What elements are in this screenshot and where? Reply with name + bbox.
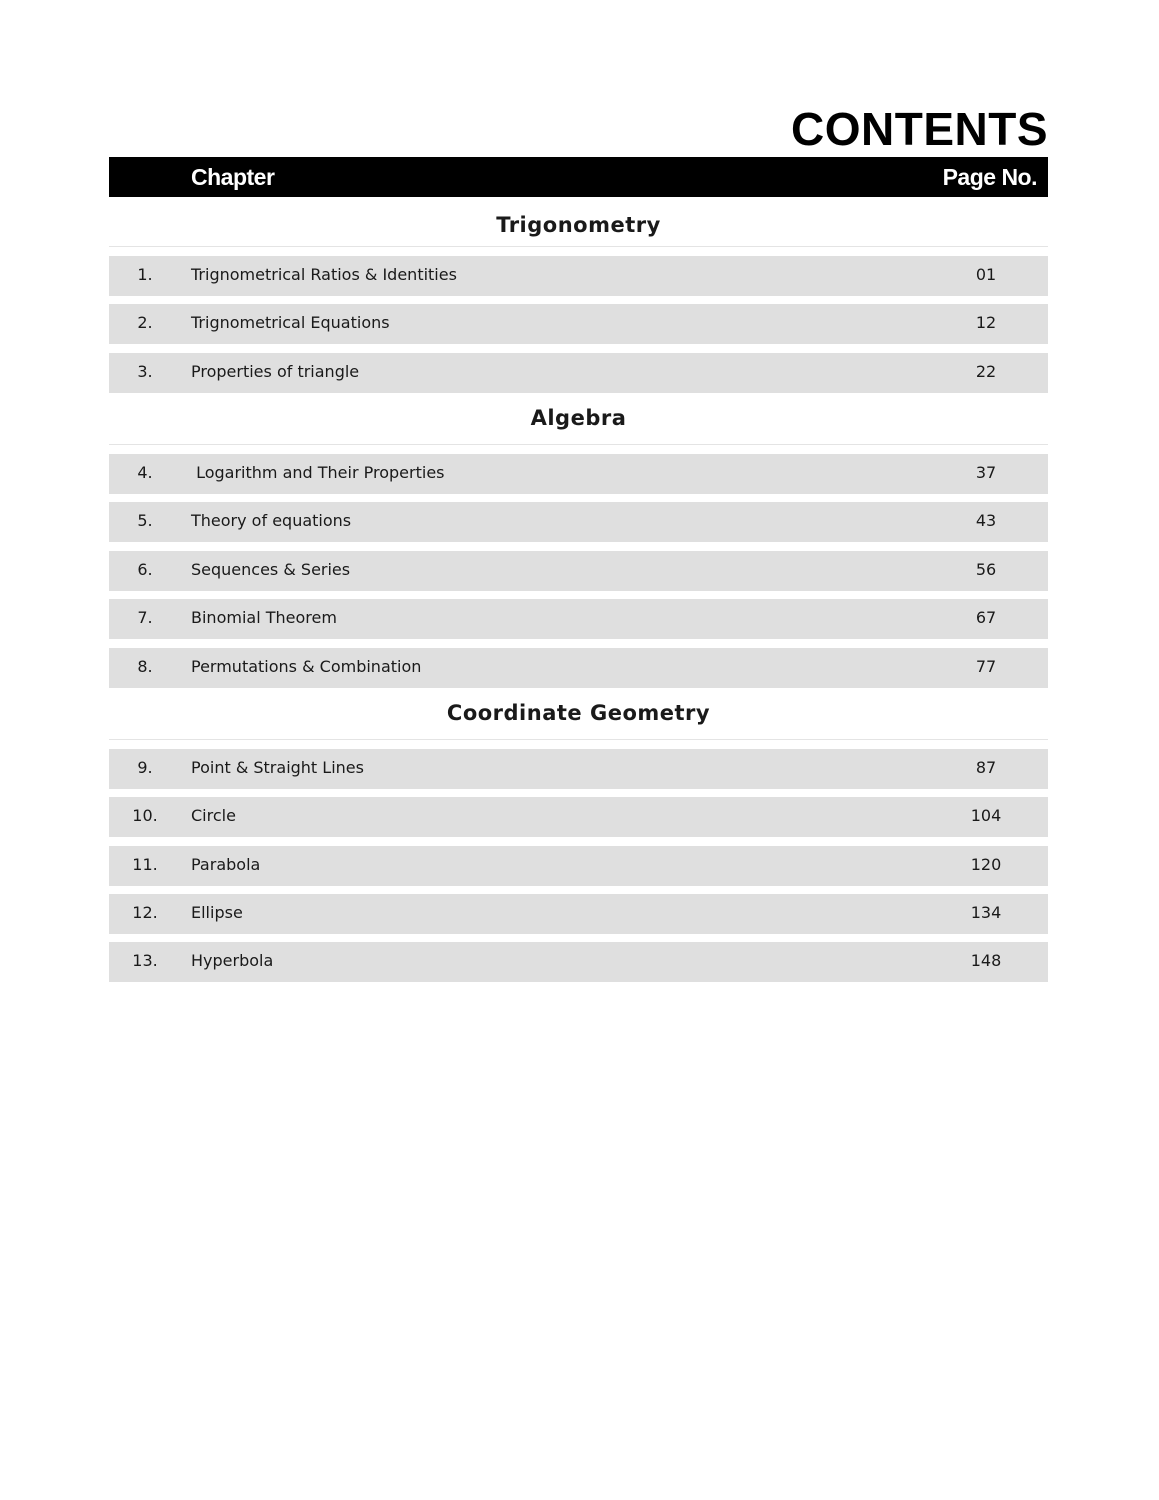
- chapter-row[interactable]: [109, 599, 1048, 639]
- chapter-page: 12: [975, 313, 997, 332]
- chapter-page: 22: [975, 362, 997, 381]
- chapter-name: Ellipse: [191, 903, 243, 922]
- section-title-trigonometry: Trigonometry: [496, 213, 661, 237]
- chapter-row[interactable]: [109, 551, 1048, 591]
- chapter-row[interactable]: [109, 797, 1048, 837]
- chapter-page: 87: [975, 758, 997, 777]
- chapter-page: 148: [970, 951, 1002, 970]
- chapter-name: Permutations & Combination: [191, 657, 422, 676]
- section-title-algebra: Algebra: [530, 406, 627, 430]
- chapter-row[interactable]: [109, 648, 1048, 688]
- chapter-row[interactable]: [109, 256, 1048, 296]
- section-divider: [109, 444, 1048, 445]
- chapter-page: 104: [970, 806, 1002, 825]
- table-header: [109, 157, 1048, 197]
- chapter-row[interactable]: [109, 894, 1048, 934]
- chapter-row[interactable]: [109, 502, 1048, 542]
- chapter-page: 120: [970, 855, 1002, 874]
- chapter-number: 6.: [137, 560, 153, 579]
- chapter-name: Parabola: [191, 855, 261, 874]
- chapter-number: 3.: [137, 362, 153, 381]
- chapter-name: Trignometrical Ratios & Identities: [191, 265, 457, 284]
- chapter-name: Circle: [191, 806, 236, 825]
- section-divider: [109, 246, 1048, 247]
- chapter-row[interactable]: [109, 304, 1048, 344]
- chapter-page: 43: [975, 511, 997, 530]
- chapter-number: 1.: [137, 265, 153, 284]
- section-divider: [109, 739, 1048, 740]
- chapter-page: 77: [975, 657, 997, 676]
- chapter-number: 5.: [137, 511, 153, 530]
- chapter-number: 13.: [132, 951, 158, 970]
- chapter-number: 11.: [132, 855, 158, 874]
- chapter-row[interactable]: [109, 353, 1048, 393]
- chapter-name: Binomial Theorem: [191, 608, 337, 627]
- chapter-page: 37: [975, 463, 997, 482]
- chapter-row[interactable]: [109, 749, 1048, 789]
- chapter-page: 67: [975, 608, 997, 627]
- chapter-row[interactable]: [109, 454, 1048, 494]
- chapter-number: 9.: [137, 758, 153, 777]
- chapter-name: Sequences & Series: [191, 560, 351, 579]
- chapter-row[interactable]: [109, 942, 1048, 982]
- chapter-number: 10.: [132, 806, 158, 825]
- chapter-row[interactable]: [109, 846, 1048, 886]
- chapter-name: Trignometrical Equations: [191, 313, 390, 332]
- chapter-name: Properties of triangle: [191, 362, 360, 381]
- chapter-page: 134: [970, 903, 1002, 922]
- chapter-name: Hyperbola: [191, 951, 274, 970]
- chapter-number: 8.: [137, 657, 153, 676]
- page-title: CONTENTS: [791, 103, 1048, 155]
- chapter-number: 4.: [137, 463, 153, 482]
- chapter-name: Theory of equations: [191, 511, 352, 530]
- chapter-number: 12.: [132, 903, 158, 922]
- chapter-page: 01: [975, 265, 997, 284]
- chapter-number: 7.: [137, 608, 153, 627]
- header-page-no: Page No.: [942, 164, 1037, 190]
- chapter-name: Logarithm and Their Properties: [191, 463, 445, 482]
- chapter-page: 56: [975, 560, 997, 579]
- chapter-name: Point & Straight Lines: [191, 758, 364, 777]
- section-title-coordinate-geometry: Coordinate Geometry: [446, 701, 711, 725]
- chapter-number: 2.: [137, 313, 153, 332]
- header-chapter: Chapter: [191, 164, 275, 190]
